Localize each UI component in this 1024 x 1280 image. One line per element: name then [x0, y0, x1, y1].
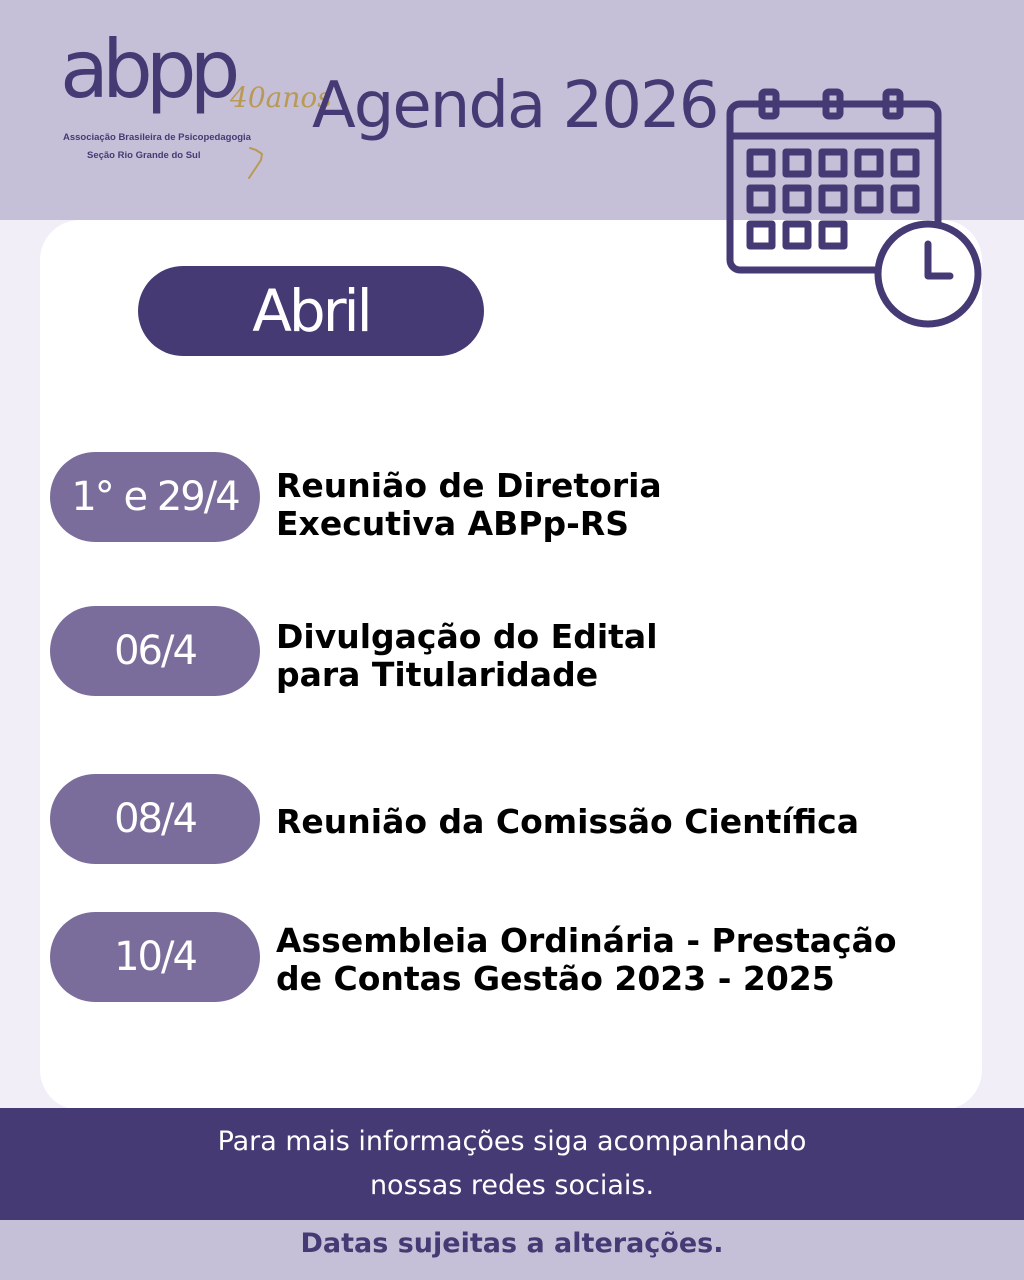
event-date-badge: 08/4	[50, 774, 260, 864]
abpp-logo	[60, 23, 332, 190]
footer-info	[0, 1120, 1024, 1208]
logo-section-name: Seção Rio Grande do Sul	[87, 150, 201, 161]
event-title-line: Assembleia Ordinária - Prestação	[276, 921, 897, 960]
event-title	[276, 618, 956, 694]
logo-org-name: Associação Brasileira de Psicopedagogia	[63, 132, 251, 143]
event-title	[276, 922, 956, 998]
disclaimer-text: Datas sujeitas a alterações.	[300, 1228, 724, 1259]
event-title-line: Reunião de Diretoria	[276, 466, 662, 505]
event-title-line: Reunião da Comissão Científica	[276, 802, 859, 841]
footer-info-line: Para mais informações siga acompanhando	[217, 1126, 807, 1157]
event-title-line: Executiva ABPp-RS	[276, 504, 629, 543]
event-title-line: Divulgação do Edital	[276, 617, 658, 656]
rio-grande-do-sul-map-icon	[246, 146, 266, 180]
logo-anniversary: 40anos	[230, 81, 332, 114]
event-title-line: para Titularidade	[276, 655, 599, 694]
footer-info-line: nossas redes sociais.	[369, 1170, 655, 1201]
event-title-line: de Contas Gestão 2023 - 2025	[276, 959, 835, 998]
event-date-badge: 10/4	[50, 912, 260, 1002]
event-title	[276, 803, 956, 841]
month-label: Abril	[138, 266, 484, 356]
logo-wordmark: abpp	[60, 23, 234, 116]
event-date-badge: 1° e 29/4	[50, 452, 260, 542]
page-title: Agenda 2026	[312, 69, 718, 143]
event-title	[276, 467, 956, 543]
calendar-clock-icon	[722, 88, 986, 332]
event-date-badge: 06/4	[50, 606, 260, 696]
